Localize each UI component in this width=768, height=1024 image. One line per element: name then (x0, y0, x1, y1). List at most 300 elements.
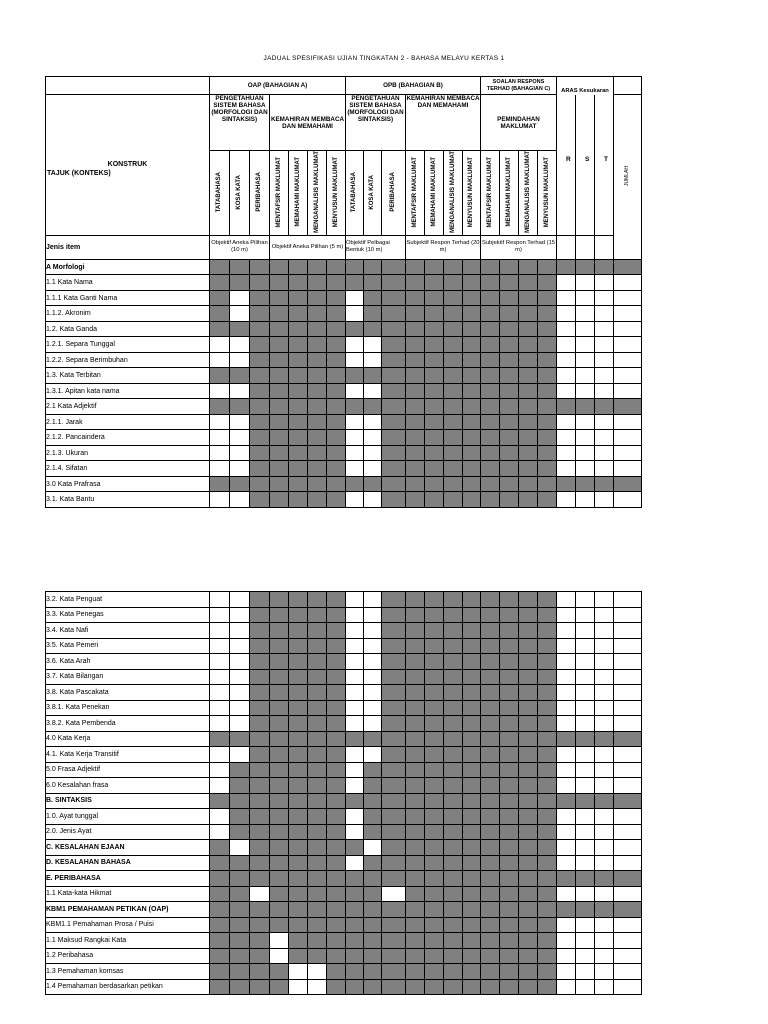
row-label: 6.0 Kesalahan frasa (46, 778, 210, 794)
tajuk-label: TAJUK (KONTEKS) (47, 170, 111, 177)
shaded-cell (406, 476, 425, 492)
shaded-cell (230, 979, 250, 995)
shaded-cell (327, 979, 346, 995)
shaded-cell (270, 778, 289, 794)
shaded-cell (270, 383, 289, 399)
shaded-cell (270, 445, 289, 461)
entry-cell (230, 430, 250, 446)
shaded-cell (250, 290, 270, 306)
entry-cell (210, 809, 230, 825)
entry-cell (557, 700, 576, 716)
entry-cell (557, 778, 576, 794)
table-row (46, 607, 642, 623)
entry-cell (576, 964, 595, 980)
shaded-cell (210, 793, 230, 809)
row-label: 1.3. Kata Terbitan (46, 368, 210, 384)
table-row (46, 762, 642, 778)
shaded-cell (444, 368, 463, 384)
shaded-cell (425, 476, 444, 492)
shaded-cell (425, 259, 444, 275)
entry-cell (364, 669, 382, 685)
entry-cell (364, 383, 382, 399)
row-label: 1.1.1 Kata Ganti Nama (46, 290, 210, 306)
shaded-cell (425, 700, 444, 716)
shaded-cell (327, 492, 346, 508)
entry-cell (576, 762, 595, 778)
entry-cell (557, 669, 576, 685)
shaded-cell (382, 368, 406, 384)
shaded-cell (382, 979, 406, 995)
shaded-cell (463, 948, 481, 964)
shaded-cell (382, 762, 406, 778)
shaded-cell (406, 492, 425, 508)
shaded-cell (308, 685, 327, 701)
shaded-cell (289, 337, 308, 353)
shaded-cell (382, 638, 406, 654)
shaded-cell (382, 731, 406, 747)
entry-cell (364, 414, 382, 430)
table-row (46, 902, 642, 918)
shaded-cell (382, 933, 406, 949)
shaded-cell (444, 492, 463, 508)
shaded-cell (289, 731, 308, 747)
shaded-cell (406, 445, 425, 461)
table-row (46, 933, 642, 949)
entry-cell (557, 607, 576, 623)
shaded-cell (595, 399, 614, 415)
shaded-cell (425, 414, 444, 430)
entry-cell (595, 445, 614, 461)
shaded-cell (406, 290, 425, 306)
shaded-cell (500, 414, 519, 430)
entry-cell (614, 855, 642, 871)
shaded-cell (500, 638, 519, 654)
entry-cell (614, 685, 642, 701)
shaded-cell (500, 948, 519, 964)
shaded-cell (595, 902, 614, 918)
shaded-cell (406, 592, 425, 608)
shaded-cell (289, 948, 308, 964)
entry-cell (230, 716, 250, 732)
entry-cell (346, 607, 364, 623)
table-row (46, 275, 642, 291)
entry-cell (346, 654, 364, 670)
shaded-cell (500, 762, 519, 778)
group-kemahiran-a: KEMAHIRAN MEMBACA DAN MEMAHAMI (270, 95, 346, 151)
shaded-cell (327, 337, 346, 353)
table-row (46, 321, 642, 337)
entry-cell (595, 368, 614, 384)
shaded-cell (382, 824, 406, 840)
table-row (46, 824, 642, 840)
row-label: B. SINTAKSIS (46, 793, 210, 809)
shaded-cell (538, 685, 557, 701)
shaded-cell (538, 306, 557, 322)
entry-cell (230, 638, 250, 654)
shaded-cell (230, 275, 250, 291)
shaded-cell (250, 368, 270, 384)
shaded-cell (500, 979, 519, 995)
shaded-cell (270, 824, 289, 840)
entry-cell (595, 430, 614, 446)
entry-cell (289, 979, 308, 995)
shaded-cell (463, 638, 481, 654)
shaded-cell (382, 259, 406, 275)
entry-cell (595, 669, 614, 685)
shaded-cell (230, 917, 250, 933)
shaded-cell (481, 762, 500, 778)
shaded-cell (425, 430, 444, 446)
shaded-cell (289, 871, 308, 887)
shaded-cell (444, 290, 463, 306)
shaded-cell (425, 979, 444, 995)
entry-cell (557, 886, 576, 902)
shaded-cell (576, 902, 595, 918)
shaded-cell (425, 855, 444, 871)
shaded-cell (270, 337, 289, 353)
table-row (46, 638, 642, 654)
shaded-cell (538, 731, 557, 747)
shaded-cell (481, 638, 500, 654)
entry-cell (576, 855, 595, 871)
shaded-cell (382, 654, 406, 670)
shaded-cell (481, 778, 500, 794)
shaded-cell (519, 964, 538, 980)
shaded-cell (406, 871, 425, 887)
shaded-cell (595, 871, 614, 887)
shaded-cell (557, 793, 576, 809)
entry-cell (576, 275, 595, 291)
shaded-cell (425, 623, 444, 639)
shaded-cell (519, 638, 538, 654)
shaded-cell (519, 383, 538, 399)
shaded-cell (250, 623, 270, 639)
shaded-cell (406, 747, 425, 763)
shaded-cell (406, 809, 425, 825)
shaded-cell (382, 430, 406, 446)
entry-cell (557, 762, 576, 778)
entry-cell (364, 461, 382, 477)
shaded-cell (308, 399, 327, 415)
entry-cell (210, 445, 230, 461)
shaded-cell (463, 623, 481, 639)
shaded-cell (270, 623, 289, 639)
shaded-cell (519, 685, 538, 701)
table-row (46, 592, 642, 608)
entry-cell (270, 948, 289, 964)
shaded-cell (364, 731, 382, 747)
shaded-cell (250, 700, 270, 716)
shaded-cell (595, 259, 614, 275)
entry-cell (557, 592, 576, 608)
shaded-cell (538, 855, 557, 871)
shaded-cell (308, 669, 327, 685)
shaded-cell (364, 275, 382, 291)
entry-cell (210, 492, 230, 508)
shaded-cell (444, 430, 463, 446)
shaded-cell (364, 902, 382, 918)
shaded-cell (500, 669, 519, 685)
shaded-cell (425, 275, 444, 291)
shaded-cell (346, 933, 364, 949)
entry-cell (308, 964, 327, 980)
shaded-cell (463, 871, 481, 887)
shaded-cell (444, 700, 463, 716)
jenis-a1: Objektif Aneka Pilihan (10 m) (210, 235, 270, 259)
shaded-cell (538, 414, 557, 430)
shaded-cell (519, 700, 538, 716)
shaded-cell (289, 747, 308, 763)
entry-cell (576, 933, 595, 949)
shaded-cell (327, 461, 346, 477)
entry-cell (557, 747, 576, 763)
entry-cell (614, 638, 642, 654)
entry-cell (230, 654, 250, 670)
entry-cell (595, 337, 614, 353)
shaded-cell (289, 445, 308, 461)
entry-cell (576, 747, 595, 763)
shaded-cell (382, 337, 406, 353)
shaded-cell (327, 964, 346, 980)
shaded-cell (382, 871, 406, 887)
entry-cell (576, 461, 595, 477)
entry-cell (576, 716, 595, 732)
shaded-cell (481, 275, 500, 291)
shaded-cell (230, 824, 250, 840)
shaded-cell (270, 430, 289, 446)
entry-cell (210, 654, 230, 670)
entry-cell (576, 824, 595, 840)
aras-t: T (604, 156, 608, 163)
shaded-cell (308, 654, 327, 670)
shaded-cell (538, 824, 557, 840)
entry-cell (576, 669, 595, 685)
shaded-cell (289, 855, 308, 871)
shaded-cell (463, 778, 481, 794)
shaded-cell (425, 654, 444, 670)
jenis-c: Subjektif Respon Terhad (15 m) (481, 235, 557, 259)
entry-cell (346, 716, 364, 732)
entry-cell (576, 917, 595, 933)
entry-cell (557, 337, 576, 353)
shaded-cell (463, 492, 481, 508)
shaded-cell (250, 259, 270, 275)
row-label: 3.6. Kata Arah (46, 654, 210, 670)
shaded-cell (327, 762, 346, 778)
row-label: 3.2. Kata Penguat (46, 592, 210, 608)
shaded-cell (327, 275, 346, 291)
row-label: E. PERIBAHASA (46, 871, 210, 887)
entry-cell (576, 492, 595, 508)
shaded-cell (519, 840, 538, 856)
shaded-cell (346, 793, 364, 809)
table-row (46, 461, 642, 477)
shaded-cell (406, 685, 425, 701)
shaded-cell (406, 383, 425, 399)
entry-cell (210, 747, 230, 763)
shaded-cell (289, 592, 308, 608)
entry-cell (614, 275, 642, 291)
shaded-cell (463, 654, 481, 670)
entry-cell (557, 306, 576, 322)
shaded-cell (327, 414, 346, 430)
shaded-cell (289, 669, 308, 685)
shaded-cell (210, 259, 230, 275)
entry-cell (614, 492, 642, 508)
shaded-cell (576, 399, 595, 415)
col-tatabahasa-a: TATABAHASA (216, 171, 223, 213)
entry-cell (364, 445, 382, 461)
shaded-cell (463, 352, 481, 368)
col-menyusun-b: MENYUSUN MAKLUMAT (468, 156, 475, 228)
shaded-cell (364, 979, 382, 995)
shaded-cell (308, 793, 327, 809)
shaded-cell (425, 306, 444, 322)
jenis-b2: Subjektif Respon Terhad (20 m) (406, 235, 481, 259)
shaded-cell (463, 933, 481, 949)
shaded-cell (406, 778, 425, 794)
shaded-cell (250, 638, 270, 654)
shaded-cell (270, 414, 289, 430)
shaded-cell (250, 747, 270, 763)
entry-cell (576, 638, 595, 654)
shaded-cell (425, 886, 444, 902)
shaded-cell (230, 399, 250, 415)
entry-cell (614, 933, 642, 949)
shaded-cell (270, 607, 289, 623)
shaded-cell (444, 917, 463, 933)
shaded-cell (444, 461, 463, 477)
entry-cell (210, 430, 230, 446)
shaded-cell (538, 979, 557, 995)
shaded-cell (270, 654, 289, 670)
shaded-cell (500, 700, 519, 716)
entry-cell (364, 840, 382, 856)
entry-cell (230, 685, 250, 701)
shaded-cell (289, 902, 308, 918)
entry-cell (230, 592, 250, 608)
spec-table-top (45, 76, 642, 508)
col-menganalisis-a: MENGANALISIS MAKLUMAT (313, 151, 320, 233)
entry-cell (364, 747, 382, 763)
shaded-cell (364, 886, 382, 902)
shaded-cell (406, 669, 425, 685)
shaded-cell (463, 399, 481, 415)
shaded-cell (481, 855, 500, 871)
row-label: 1.3 Pemahaman komsas (46, 964, 210, 980)
shaded-cell (444, 902, 463, 918)
shaded-cell (327, 747, 346, 763)
shaded-cell (270, 321, 289, 337)
shaded-cell (463, 747, 481, 763)
entry-cell (230, 623, 250, 639)
row-label: 1.2.2. Separa Berimbuhan (46, 352, 210, 368)
table-row (46, 306, 642, 322)
shaded-cell (406, 321, 425, 337)
shaded-cell (250, 964, 270, 980)
shaded-cell (444, 871, 463, 887)
shaded-cell (250, 306, 270, 322)
shaded-cell (463, 902, 481, 918)
row-label: A Morfologi (46, 259, 210, 275)
shaded-cell (444, 979, 463, 995)
shaded-cell (425, 933, 444, 949)
shaded-cell (463, 917, 481, 933)
shaded-cell (308, 337, 327, 353)
entry-cell (614, 368, 642, 384)
row-label: 3.0 Kata Prafrasa (46, 476, 210, 492)
shaded-cell (406, 306, 425, 322)
table-row (46, 414, 642, 430)
shaded-cell (481, 461, 500, 477)
shaded-cell (519, 290, 538, 306)
row-label: 1.2.1. Separa Tunggal (46, 337, 210, 353)
table-row (46, 840, 642, 856)
entry-cell (595, 948, 614, 964)
shaded-cell (519, 762, 538, 778)
entry-cell (210, 623, 230, 639)
row-label: 4.0 Kata Kerja (46, 731, 210, 747)
shaded-cell (382, 700, 406, 716)
shaded-cell (425, 321, 444, 337)
shaded-cell (210, 871, 230, 887)
shaded-cell (519, 747, 538, 763)
shaded-cell (519, 368, 538, 384)
shaded-cell (519, 886, 538, 902)
entry-cell (346, 306, 364, 322)
row-label: 1.4 Pemahaman berdasarkan petikan (46, 979, 210, 995)
shaded-cell (444, 669, 463, 685)
shaded-cell (289, 607, 308, 623)
shaded-cell (382, 445, 406, 461)
row-label: 4.1. Kata Kerja Transitif (46, 747, 210, 763)
entry-cell (595, 762, 614, 778)
shaded-cell (444, 654, 463, 670)
col-menganalisis-c: MENGANALISIS MAKLUMAT (524, 151, 531, 233)
shaded-cell (444, 933, 463, 949)
entry-cell (557, 290, 576, 306)
entry-cell (614, 948, 642, 964)
shaded-cell (500, 275, 519, 291)
shaded-cell (444, 592, 463, 608)
shaded-cell (519, 716, 538, 732)
entry-cell (614, 430, 642, 446)
shaded-cell (250, 321, 270, 337)
shaded-cell (463, 321, 481, 337)
table-row (46, 917, 642, 933)
entry-cell (346, 809, 364, 825)
shaded-cell (382, 902, 406, 918)
shaded-cell (250, 461, 270, 477)
entry-cell (364, 716, 382, 732)
entry-cell (576, 685, 595, 701)
entry-cell (346, 337, 364, 353)
shaded-cell (270, 259, 289, 275)
shaded-cell (538, 840, 557, 856)
shaded-cell (406, 414, 425, 430)
shaded-cell (270, 731, 289, 747)
shaded-cell (519, 824, 538, 840)
table-row (46, 979, 642, 995)
shaded-cell (289, 700, 308, 716)
shaded-cell (425, 368, 444, 384)
shaded-cell (308, 700, 327, 716)
shaded-cell (406, 461, 425, 477)
shaded-cell (406, 762, 425, 778)
shaded-cell (308, 414, 327, 430)
shaded-cell (425, 809, 444, 825)
table-row (46, 747, 642, 763)
